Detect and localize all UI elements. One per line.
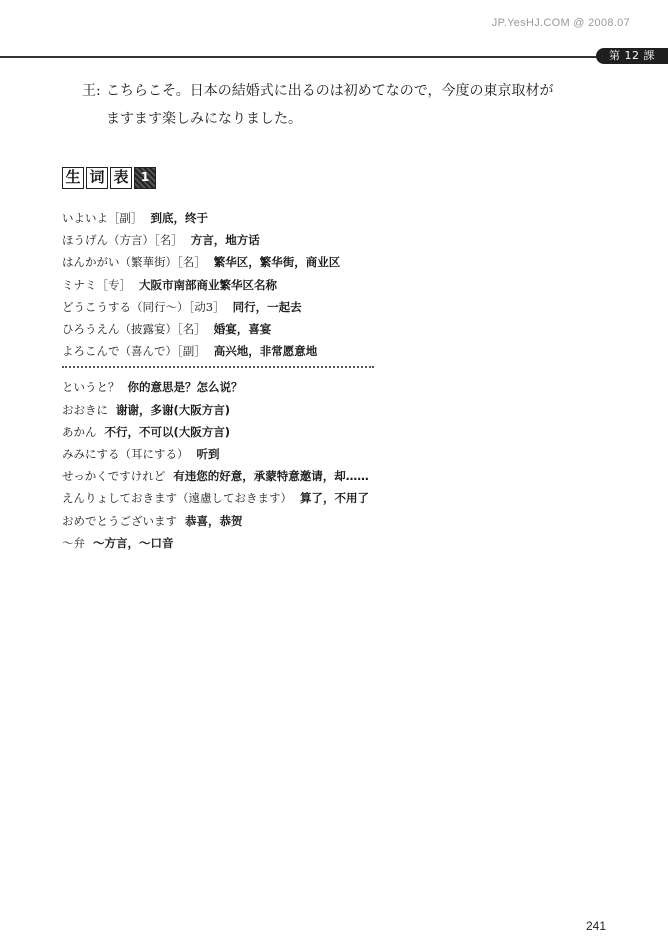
vocab-meaning: 恭喜，恭贺: [185, 513, 243, 528]
dialog-text-1: こちらこそ。日本の結婚式に出るのは初めてなので，今度の東京取材が: [106, 83, 554, 99]
vocab-item: [62, 229, 622, 251]
vocab-word: えんりょしておきます（遠慮しておきます）: [62, 491, 292, 506]
vocab-word: おおきに: [62, 402, 108, 417]
vocab-word: ミナミ［专］: [62, 277, 131, 292]
vocab-word: おめでとうございます: [62, 513, 177, 528]
vocab-word: というと？: [62, 380, 120, 395]
vocab-title-char: 生: [62, 167, 84, 189]
vocab-word: せっかくですけれど: [62, 469, 166, 484]
page-number: 241: [585, 919, 606, 933]
vocab-title: [62, 167, 156, 189]
vocab-meaning: 谢谢，多谢(大阪方言): [116, 402, 231, 417]
dialog-block: [82, 77, 622, 133]
vocab-meaning: 算了，不用了: [300, 491, 369, 506]
vocab-item: [62, 399, 622, 421]
vocab-word: ～弁: [62, 535, 85, 550]
vocab-meaning: 你的意思是？怎么说？: [127, 380, 243, 395]
vocab-word: よろこんで（喜んで）［副］: [62, 344, 206, 359]
vocab-word: みみにする（耳にする）: [62, 447, 189, 462]
vocab-word: どうこうする（同行～）［动3］: [62, 299, 225, 314]
vocab-meaning: 繁华区，繁华街，商业区: [213, 255, 341, 270]
vocab-item: [62, 532, 622, 554]
vocab-meaning: 听到: [196, 447, 220, 462]
vocab-word: あかん: [62, 424, 97, 439]
speaker-label: 王:: [82, 83, 101, 99]
watermark: JP.YesHJ.COM @ 2008.07: [491, 17, 630, 29]
vocab-item: [62, 443, 622, 465]
vocab-item: [62, 465, 622, 487]
vocab-word: ほうげん（方言）［名］: [62, 233, 183, 248]
vocab-title-number: 1: [134, 167, 156, 189]
vocab-meaning: ～方言，～口音: [93, 535, 174, 550]
vocab-meaning: 到底，终于: [150, 211, 208, 225]
dialog-line-2: ますます楽しみになりました。: [106, 111, 302, 127]
vocab-item: [62, 421, 622, 443]
vocab-title-char: 表: [110, 167, 132, 189]
vocab-word: はんかがい（繁華街）［名］: [62, 255, 206, 270]
vocab-item: [62, 251, 622, 273]
vocab-meaning: 婚宴，喜宴: [213, 322, 272, 337]
vocab-meaning: 大阪市南部商业繁华区名称: [139, 277, 277, 292]
vocab-item: [62, 376, 622, 398]
vocab-word: いよいよ［副］: [62, 211, 143, 225]
dotted-divider: [62, 366, 374, 368]
vocab-item: [62, 274, 622, 296]
vocab-meaning: 同行，一起去: [232, 299, 302, 314]
vocab-meaning: 高兴地，非常愿意地: [213, 344, 318, 359]
vocab-list: [62, 207, 622, 554]
vocab-item: [62, 510, 622, 532]
vocab-meaning: 不行，不可以(大阪方言): [104, 424, 231, 439]
vocab-item: [62, 296, 622, 318]
vocab-meaning: 有违您的好意，承蒙特意邀请，却……: [173, 469, 369, 484]
vocab-item: [62, 487, 622, 509]
vocab-item: [62, 340, 622, 362]
vocab-meaning: 方言，地方话: [190, 233, 260, 248]
lesson-tab: 第 12 課: [596, 48, 668, 64]
vocab-word: ひろうえん（披露宴）［名］: [62, 322, 206, 337]
dialog-line-1: [82, 77, 622, 105]
vocab-item: [62, 207, 622, 229]
vocab-item: [62, 318, 622, 340]
header-rule: [0, 56, 600, 58]
vocab-title-char: 词: [86, 167, 108, 189]
